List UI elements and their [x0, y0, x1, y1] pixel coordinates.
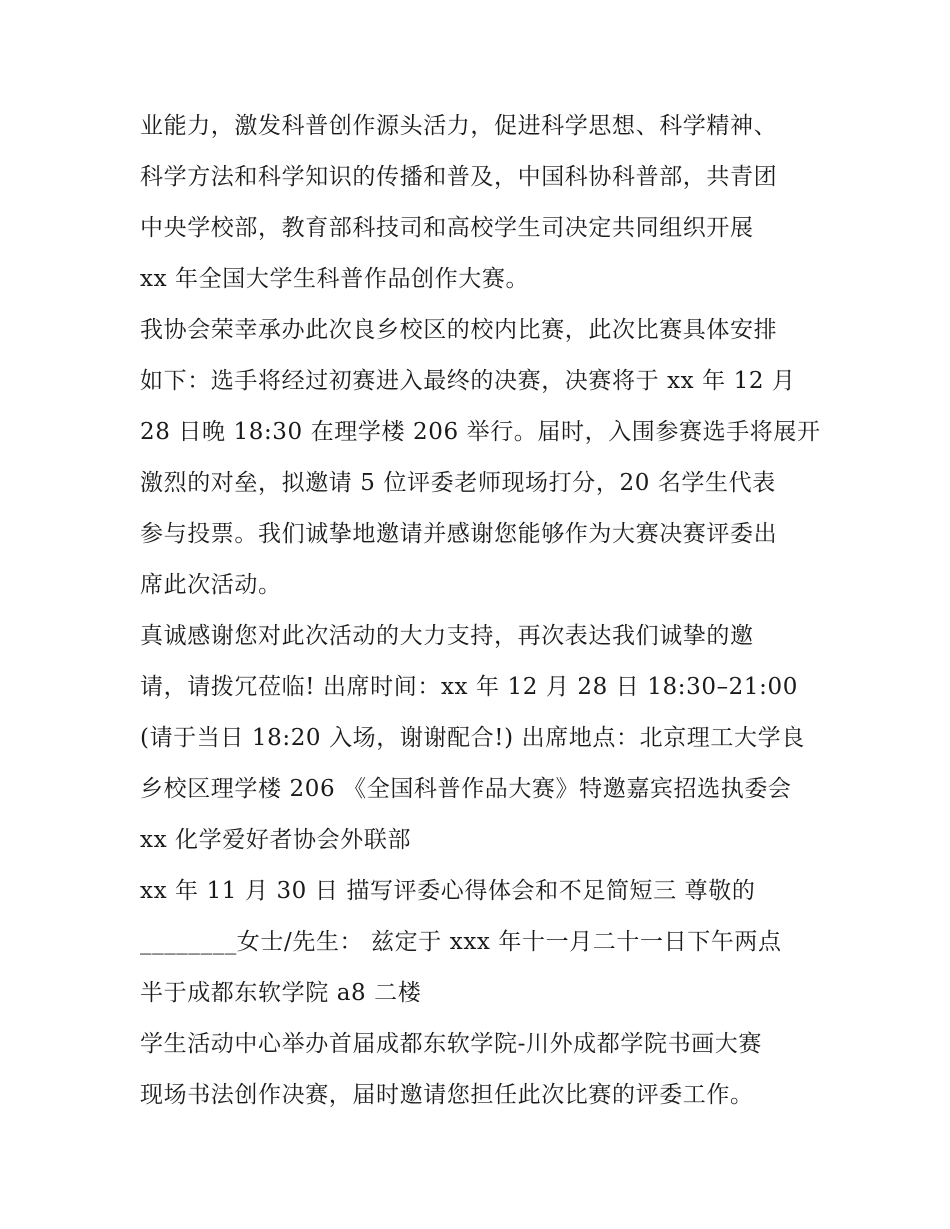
text-line: 乡校区理学楼 206 《全国科普作品大赛》特邀嘉宾招选执委会	[140, 776, 792, 802]
text-line: xx 化学爱好者协会外联部	[140, 827, 412, 853]
text-line: 科学方法和科学知识的传播和普及，中国科协科普部，共青团	[140, 164, 778, 190]
text-line: xx 年 11 月 30 日 描写评委心得体会和不足简短三 尊敬的	[140, 878, 756, 904]
text-line: 中央学校部，教育部科技司和高校学生司决定共同组织开展	[140, 215, 754, 241]
text-line: 激烈的对垒，拟邀请 5 位评委老师现场打分，20 名学生代表	[140, 470, 776, 496]
text-line: 学生活动中心举办首届成都东软学院-川外成都学院书画大赛	[140, 1031, 762, 1057]
text-line: 业能力，激发科普创作源头活力，促进科学思想、科学精神、	[140, 113, 778, 139]
text-line: 现场书法创作决赛，届时邀请您担任此次比赛的评委工作。	[140, 1082, 754, 1108]
text-line: xx 年全国大学生科普作品创作大赛。	[140, 266, 530, 292]
text-line: 参与投票。我们诚挚地邀请并感谢您能够作为大赛决赛评委出	[140, 521, 778, 547]
text-line: (请于当日 18:20 入场，谢谢配合!) 出席地点：北京理工大学良	[140, 725, 805, 751]
text-line: 半于成都东软学院 a8 二楼	[140, 980, 422, 1006]
text-line: 我协会荣幸承办此次良乡校区的校内比赛，此次比赛具体安排	[140, 317, 778, 343]
text-line: 28 日晚 18:30 在理学楼 206 举行。届时，入围参赛选手将展开	[140, 419, 821, 445]
text-line: 席此次活动。	[140, 572, 282, 598]
text-line: ________女士/先生： 兹定于 xxx 年十一月二十一日下午两点	[140, 929, 782, 955]
text-line: 请，请拨冗莅临! 出席时间：xx 年 12 月 28 日 18:30–21:00	[140, 674, 798, 700]
text-line: 如下：选手将经过初赛进入最终的决赛，决赛将于 xx 年 12 月	[140, 368, 796, 394]
text-line: 真诚感谢您对此次活动的大力支持，再次表达我们诚挚的邀	[140, 623, 754, 649]
document-body	[140, 101, 830, 1121]
